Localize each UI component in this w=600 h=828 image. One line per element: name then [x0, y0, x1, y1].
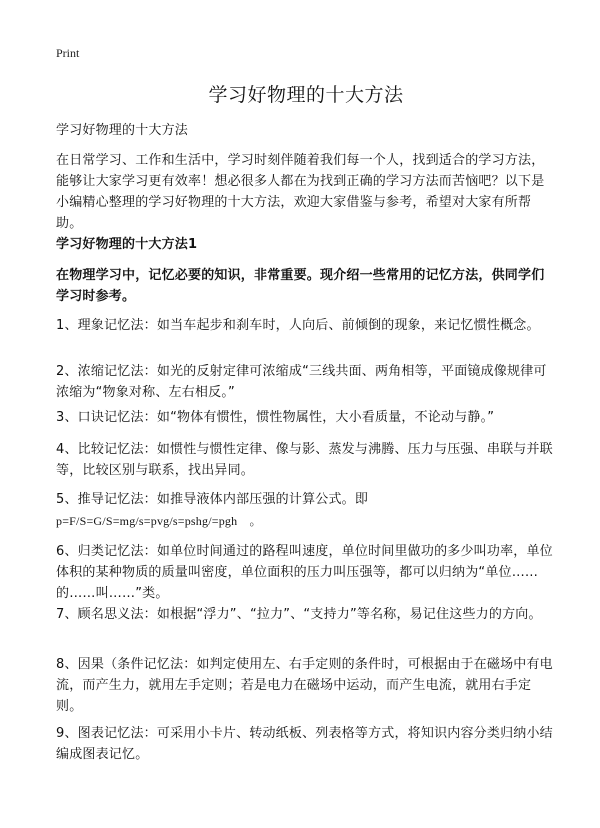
- doc-subtitle: 学习好物理的十大方法: [56, 123, 189, 138]
- list-item-2: 2、浓缩记忆法：如光的反射定律可浓缩成“三线共面、两角相等，平面镜成像规律可浓缩为“物象对称、左右相反。”: [56, 364, 547, 400]
- list-item-7: 7、顾名思义法：如根据“浮力”、“拉力”、“支持力”等名称，易记住这些力的方向。: [56, 607, 542, 622]
- formula-text: p=F/S=G/S=mg/s=pvg/s=pshg/=pgh 。: [56, 514, 262, 528]
- list-item-3: 3、口诀记忆法：如“物体有惯性，惯性物属性，大小看质量，不论动与静。”: [56, 410, 495, 425]
- list-item-1: 1、理象记忆法：如当车起步和刹车时，人向后、前倾倒的现象，来记忆惯性概念。: [56, 318, 540, 333]
- section-heading: 学习好物理的十大方法1: [56, 237, 198, 252]
- list-item-8: 8、因果（条件记忆法：如判定使用左、右手定则的条件时，可根据由于在磁场中有电流，而产生力，就用左手定则；若是电力在磁场中运动，而产生电流，就用右手定则。: [56, 657, 553, 714]
- list-item-4: 4、比较记忆法：如惯性与惯性定律、像与影、蒸发与沸腾、压力与压强、串联与并联等，比较区别与联系，找出异同。: [56, 442, 553, 478]
- print-label[interactable]: Print: [56, 46, 80, 60]
- intro-paragraph: 在日常学习、工作和生活中，学习时刻伴随着我们每一个人，找到适合的学习方法，能够让大家学习更有效率！想必很多人都在为找到正确的学习方法而苦恼吧？以下是小编精心整理的学习好物理的十大方法，欢迎大家借鉴与参考，希望对大家有所帮助。: [56, 153, 545, 231]
- list-item-6: 6、归类记忆法：如单位时间通过的路程叫速度，单位时间里做功的多少叫功率，单位体积的某种物质的质量叫密度，单位面积的压力叫压强等，都可以归纳为“单位……的……叫……”类。: [56, 544, 553, 601]
- list-item-9: 9、图表记忆法：可采用小卡片、转动纸板、列表格等方式，将知识内容分类归纳小结编成图表记忆。: [56, 726, 553, 762]
- page-title: 学习好物理的十大方法: [208, 84, 404, 106]
- list-item-5: 5、推导记忆法：如推导液体内部压强的计算公式。即: [56, 492, 369, 507]
- bold-intro-paragraph: 在物理学习中，记忆必要的知识，非常重要。现介绍一些常用的记忆方法，供同学们学习时参考。: [56, 268, 545, 304]
